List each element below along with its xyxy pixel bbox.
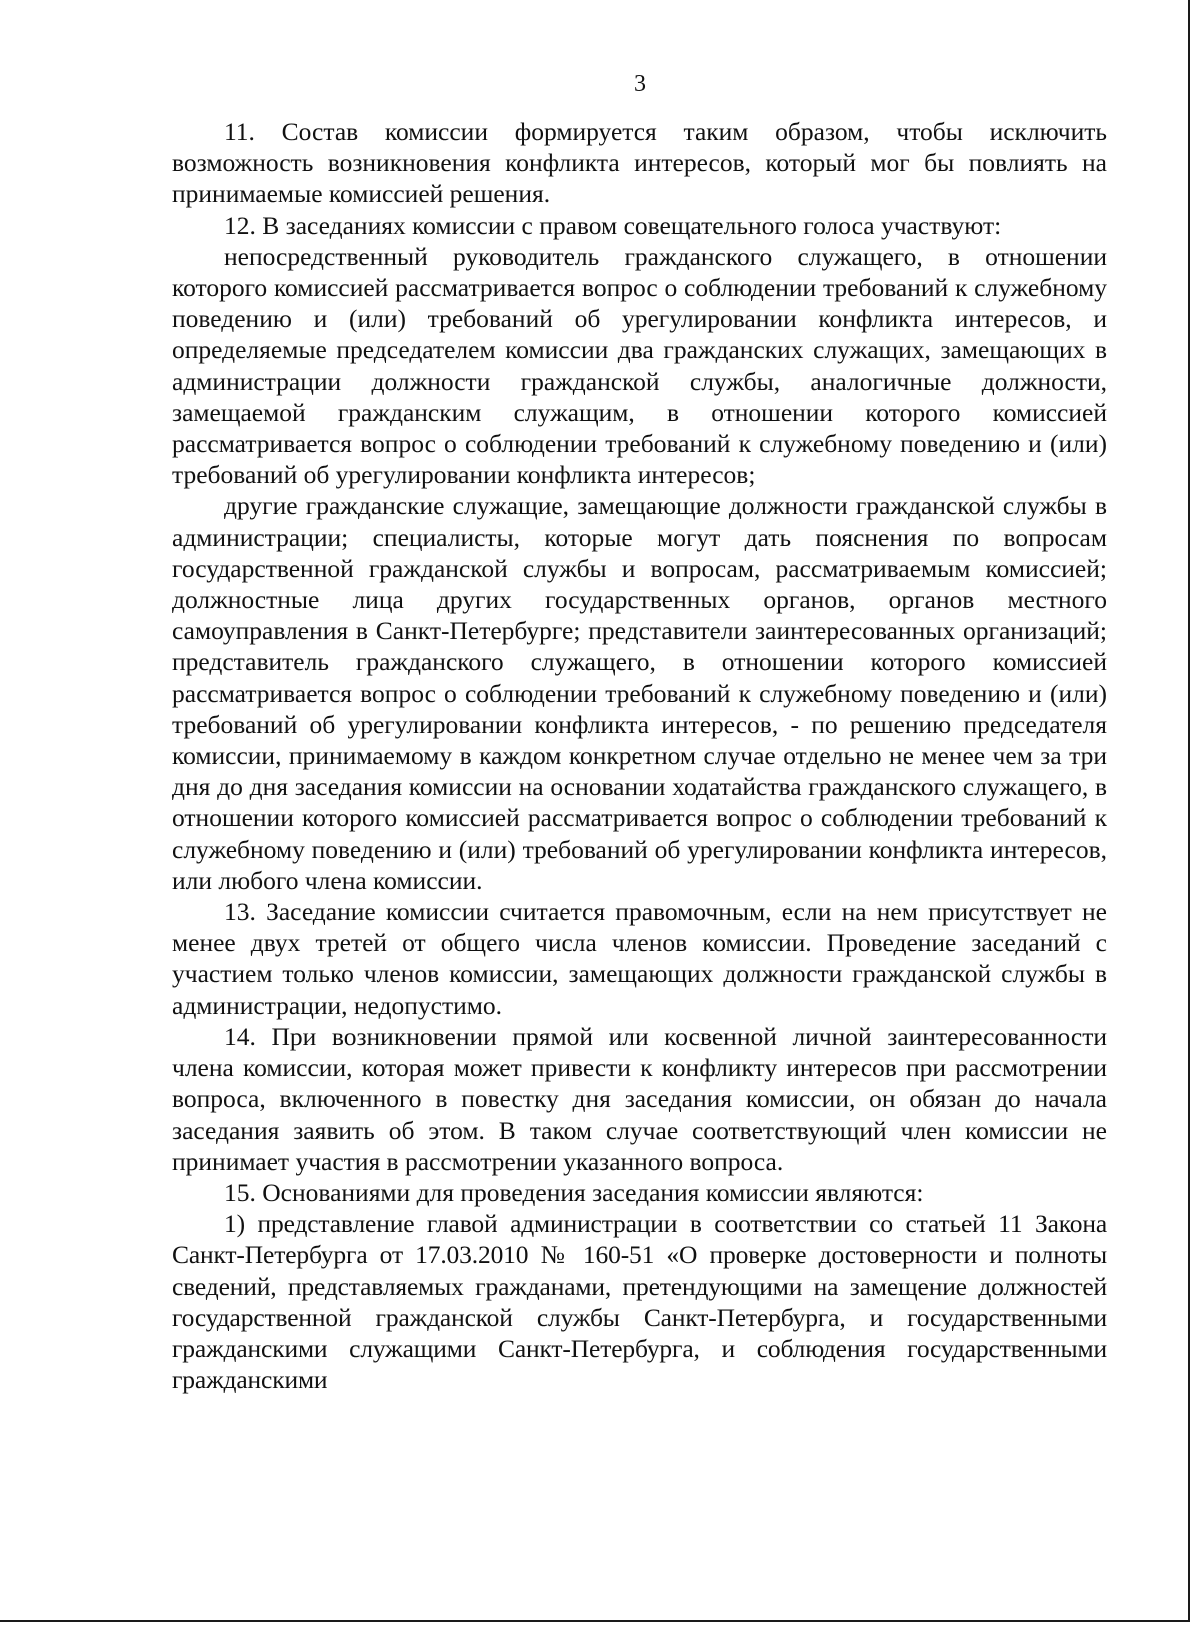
paragraph-14: 14. При возникновении прямой или косвенной личной заинтересованности члена комиссии, которая может привести к конфликту интересов при рассмотрении вопроса, включенного в повестку дня заседания комиссии, он обязан до начала заседания заявить об этом. В таком случае соответствующий член комиссии не принимает участия в рассмотрении указанного вопроса. (172, 1021, 1107, 1176)
page-right-border (1188, 0, 1190, 1622)
paragraph-11: 11. Состав комиссии формируется таким образом, чтобы исключить возможность возникновения конфликта интересов, который мог бы повлиять на принимаемые комиссией решения. (172, 117, 1107, 209)
paragraph-13: 13. Заседание комиссии считается правомочным, если на нем присутствует не менее двух третей от общего числа членов комиссии. Проведение заседаний с участием только членов комиссии, замещающих должности гражданской службы в администрации, недопустимо. (172, 897, 1107, 1020)
paragraph-15: 15. Основаниями для проведения заседания комиссии являются: (224, 1177, 924, 1207)
paragraph-15-item-1: 1) представление главой администрации в соответствии со статьей 11 Закона Санкт-Петербурга от 17.03.2010 № 160-51 «О проверке достоверности и полноты сведений, представляемых гражданами, претендующими на замещение должностей государственной гражданской службы Санкт-Петербурга, и государственными гражданскими служащими Санкт-Петербурга, и соблюдения государственными гражданскими (172, 1209, 1107, 1395)
page-number: 3 (634, 71, 646, 97)
paragraph-12-supervisor: непосредственный руководитель гражданского служащего, в отношении которого комиссией рассматривается вопрос о соблюдении требований к служебному поведению и (или) требований об урегулировании конфликта интересов, и определяемые председателем комиссии два гражданских служащих, замещающих в администрации должности гражданской службы, аналогичные должности, замещаемой гражданским служащим, в отношении которого комиссией рассматривается вопрос о соблюдении требований к служебному поведению и (или) требований об урегулировании конфликта интересов; (172, 241, 1107, 490)
paragraph-12-others: другие гражданские служащие, замещающие должности гражданской службы в администрации; специалисты, которые могут дать пояснения по вопросам государственной гражданской службы и вопросам, рассматриваемым комиссией; должностные лица других государственных органов, органов местного самоуправления в Санкт-Петербурге; представители заинтересованных организаций; представитель гражданского служащего, в отношении которого комиссией рассматривается вопрос о соблюдении требований к служебному поведению и (или) требований об урегулировании конфликта интересов, - по решению председателя комиссии, принимаемому в каждом конкретном случае отдельно не менее чем за три дня до дня заседания комиссии на основании ходатайства гражданского служащего, в отношении которого комиссией рассматривается вопрос о соблюдении требований к служебному поведению и (или) требований об урегулировании конфликта интересов, или любого члена комиссии. (172, 491, 1107, 895)
page-bottom-border (0, 1620, 1190, 1622)
document-body (172, 116, 1107, 1395)
paragraph-12: 12. В заседаниях комиссии с правом совещательного голоса участвуют: (224, 210, 1002, 240)
